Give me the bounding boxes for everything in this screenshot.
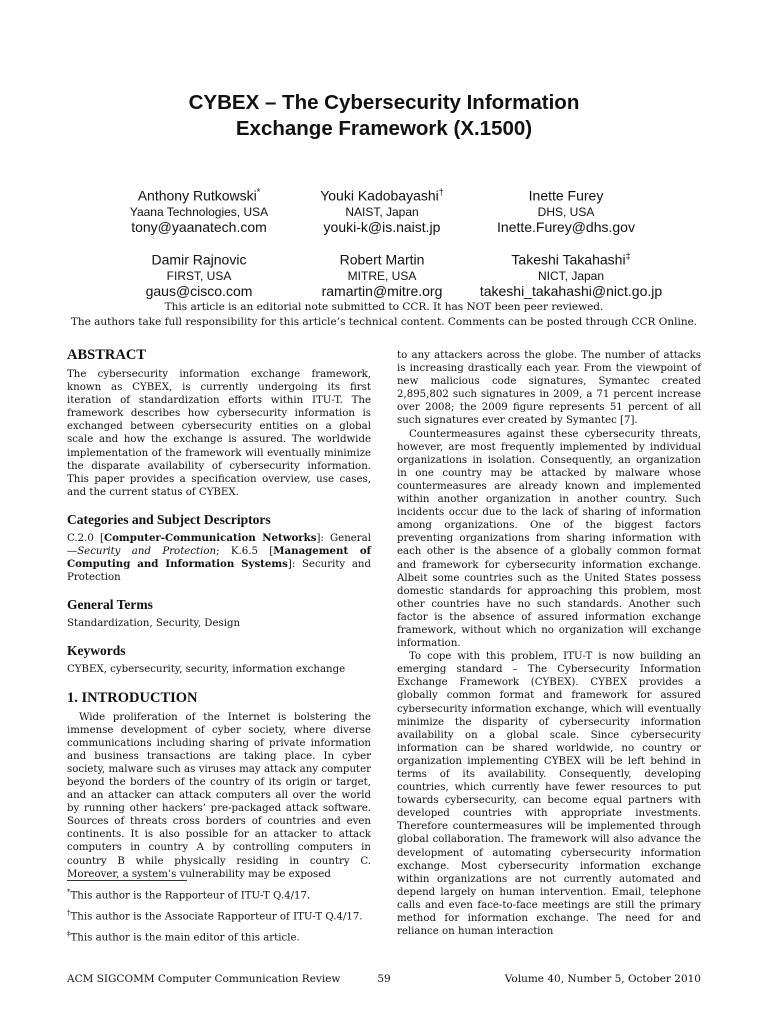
paper-title (0, 90, 768, 142)
keywords-heading: Keywords (67, 643, 126, 659)
page-number: 59 (377, 973, 391, 985)
left-column (67, 346, 371, 881)
author-email: Inette.Furey@dhs.gov (497, 218, 635, 235)
author-affiliation: FIRST, USA (166, 268, 232, 283)
body-paragraph: Countermeasures against these cybersecurity threats, however, are most frequently implemented by individual organizations in isolation. Consequently, an organization in one country may be attacked by malware whose countermeasures are already known and implemented within another organization in another country. Such incidents occur due to the lack of sharing of information among organizations. One of the biggest factors preventing organizations from sharing information with each other is the absence of a globally common format and framework for cybersecurity information exchange. Albeit some countries such as the United States possess domestic standards for approaching this problem, most other countries have no such standards. Another such factor is the absence of assured information exchange framework, without which no organization will exchange information. (397, 428, 701, 650)
author-mark: † (438, 187, 444, 197)
author-affiliation: NICT, Japan (537, 268, 605, 283)
introduction-heading: 1. INTRODUCTION (67, 689, 198, 706)
author-affiliation: DHS, USA (537, 204, 595, 219)
title-line-2: Exchange Framework (X.1500) (235, 117, 533, 140)
author-name: Takeshi Takahashi (511, 251, 626, 268)
body-paragraph: To cope with this problem, ITU-T is now building an emerging standard – The Cybersecurity Information Exchange Framework (CYBEX). CYBEX provides a globally common format and framework for assured cybersecurity information exchange, which will eventually minimize the disparity of cybersecurity information availability on a global scale. Since cybersecurity information can be shared worldwide, no country or organization implementing CYBEX will be left behind in terms of its availability. Consequently, developing countries, which currently have fewer resources to put towards cybersecurity, can become equal partners with developed countries with appropriate investments. Therefore countermeasures will be implemented through global collaboration. The framework will also advance the development of automating cybersecurity information exchange. Most cybersecurity information exchange within organizations are not currently automated and depend largely on human intervention. Email, telephone calls and even face-to-face meetings are still the primary method for information exchange. The need for and reliance on human interaction (397, 651, 701, 938)
introduction-paragraph: Wide proliferation of the Internet is bolstering the immense development of cyber society, where diverse communications including sharing of private information and business transactions are taking place. In cyber society, malware such as viruses may attack any computer beyond the borders of the country of its origin or target, and an attacker can attack computers all over the world by running other hackers’ pre-packaged attack software. Sources of threats cross borders of countries and even continents. It is also possible for an attacker to attack computers in country A by controlling computers in country B while physically residing in country C. Moreover, a system’s vulnerability may be exposed (67, 711, 371, 880)
author-email: takeshi_takahashi@nict.go.jp (479, 282, 663, 299)
author-name: Robert Martin (339, 251, 425, 268)
author-block (297, 184, 467, 236)
author-email: tony@yaanatech.com (131, 218, 267, 235)
author-block (297, 248, 467, 300)
author-block (114, 184, 284, 236)
author-email: gaus@cisco.com (145, 282, 253, 299)
author-mark: * (256, 187, 261, 197)
general-terms-text: Standardization, Security, Design (67, 618, 241, 630)
author-block (114, 248, 284, 300)
author-block (476, 184, 656, 236)
footnotes (67, 880, 371, 947)
author-email: youki-k@is.naist.jp (323, 218, 441, 235)
author-name: Damir Rajnovic (151, 251, 247, 268)
footnote: †This author is the Associate Rapporteur of ITU-T Q.4/17. (67, 908, 363, 923)
author-block (471, 248, 671, 300)
title-line-1: CYBEX – The Cybersecurity Information (188, 91, 580, 114)
author-name: Inette Furey (528, 187, 604, 204)
author-name: Youki Kadobayashi (320, 187, 439, 204)
footer-volume: Volume 40, Number 5, October 2010 (504, 973, 701, 985)
abstract-heading: ABSTRACT (67, 347, 146, 363)
right-column (397, 349, 701, 938)
categories-heading: Categories and Subject Descriptors (67, 511, 271, 527)
author-email: ramartin@mitre.org (321, 282, 443, 299)
author-affiliation: Yaana Technologies, USA (129, 204, 269, 219)
author-mark: ‡ (625, 251, 631, 261)
abstract-text: The cybersecurity information exchange framework, known as CYBEX, is currently undergoing its first iteration of standardization efforts within ITU-T. The framework describes how cybersecurity information is exchanged between cybersecurity entities on a global scale and how the exchange is assured. The worldwide implementation of the framework will eventually minimize the disparate availability of cybersecurity information. This paper provides a specification overview, use cases, and the current status of CYBEX. (67, 369, 371, 498)
keywords-text: CYBEX, cybersecurity, security, information exchange (67, 664, 346, 676)
categories-text: C.2.0 [Computer-Communication Networks]: General—Security and Protection; K.6.5 [Management of Computing and Information Systems]: Security and Protection (67, 531, 372, 584)
author-affiliation: NAIST, Japan (345, 204, 419, 219)
editorial-note-line-1: This article is an editorial note submitted to CCR. It has NOT been peer reviewed. (164, 301, 604, 313)
general-terms-heading: General Terms (67, 597, 153, 613)
editorial-note-line-2: The authors take full responsibility for this article’s technical content. Comments can be posted through CCR Online. (70, 316, 698, 328)
footnote: *This author is the Rapporteur of ITU-T Q.4/17. (67, 888, 311, 902)
footnote: ‡This author is the main editor of this article. (67, 929, 300, 944)
author-affiliation: MITRE, USA (347, 268, 417, 283)
footer-journal: ACM SIGCOMM Computer Communication Review (67, 973, 341, 985)
author-name: Anthony Rutkowski (137, 187, 257, 204)
body-paragraph: to any attackers across the globe. The number of attacks is increasing drastically each year. From the viewpoint of new malicious code signatures, Symantec created 2,895,802 such signatures in 2009, a 71 percent increase over 2008; the 2009 figure represents 51 percent of all such signatures ever created by Symantec [7]. (397, 350, 701, 427)
footnote-rule (67, 880, 187, 881)
